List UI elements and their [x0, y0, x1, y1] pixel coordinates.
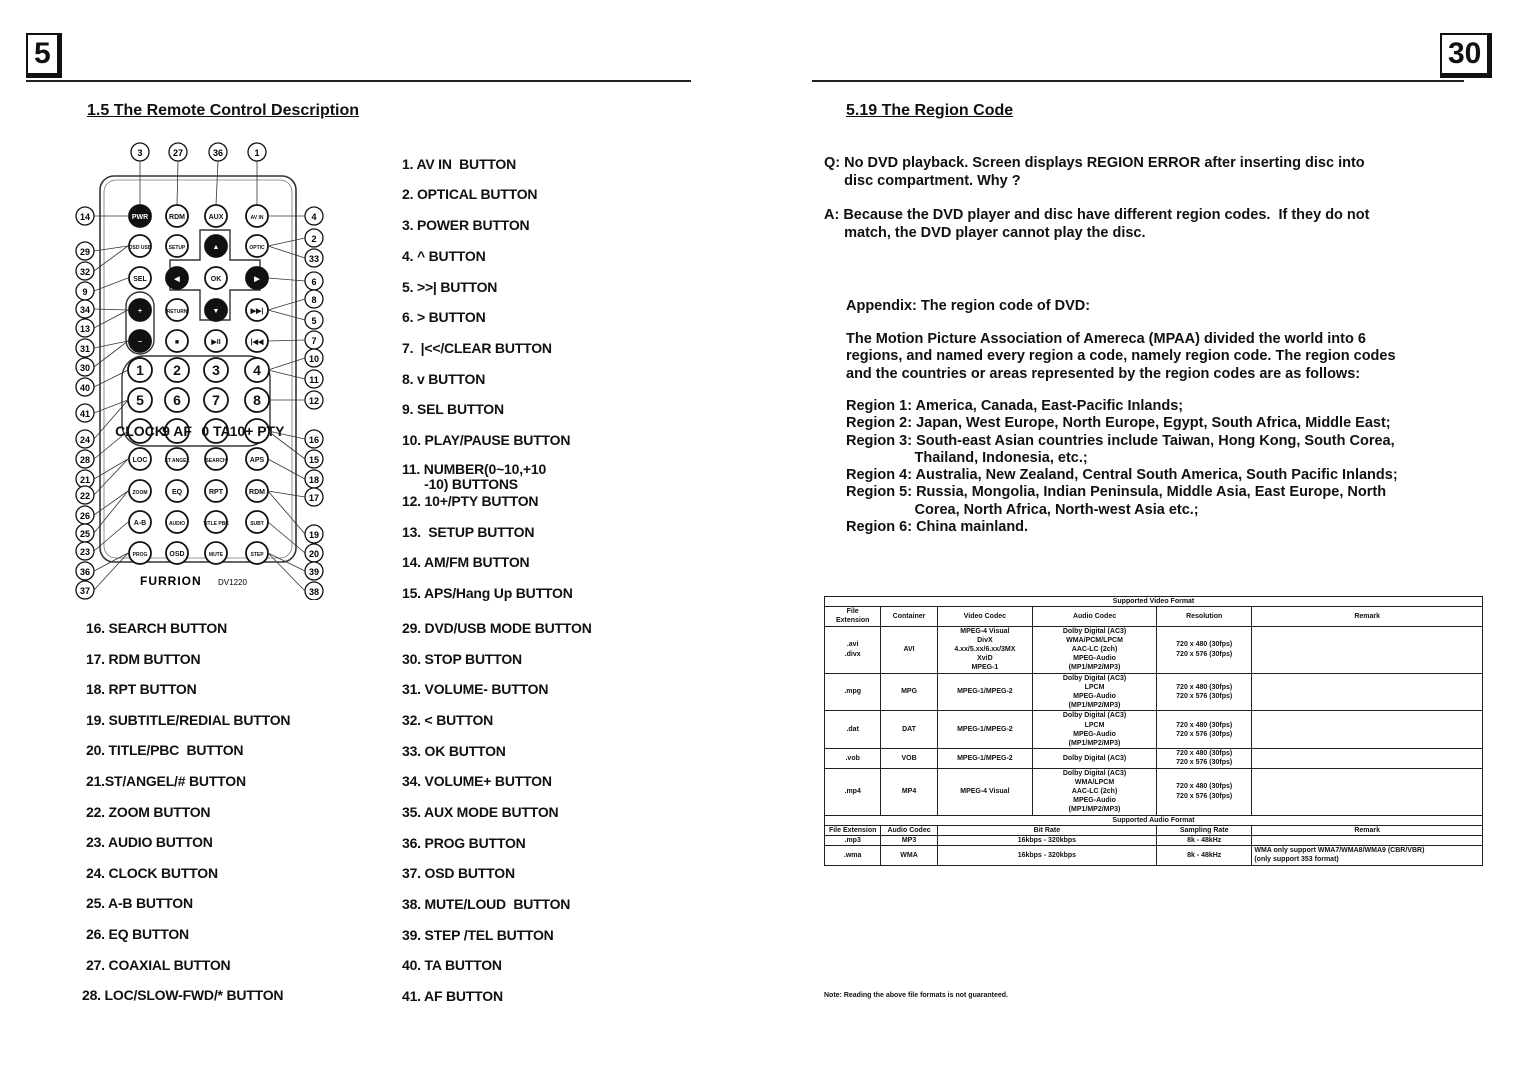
header-rule: [812, 80, 1464, 82]
table-cell: 16kbps - 320kbps: [1017, 851, 1077, 859]
callout-right: [305, 582, 323, 600]
remote-key: [129, 480, 151, 502]
table-header: [825, 607, 1483, 626]
callout-right: [305, 370, 323, 388]
callout-right: [305, 349, 323, 367]
svg-text:30: 30: [79, 363, 91, 373]
svg-text:■: ■: [174, 339, 180, 346]
svg-text:38: 38: [308, 587, 320, 597]
svg-text:6: 6: [311, 277, 317, 287]
remote-key: [129, 235, 152, 257]
callout-left: [76, 319, 94, 337]
svg-text:23: 23: [79, 547, 91, 557]
remote-key: [162, 419, 192, 443]
callout-top: [209, 143, 227, 161]
svg-text:▶II: ▶II: [211, 339, 221, 346]
table-cell: .mp4: [844, 788, 861, 796]
appendix-body: The Motion Picture Association of Amereca (MPAA) divided the world into 6 regions, and named every region a code, namely region code. The region codes and the countries or areas represented by the region codes are as follows:: [846, 331, 1396, 382]
svg-text:32: 32: [79, 267, 91, 277]
svg-text:▶▶|: ▶▶|: [250, 308, 264, 315]
callout-left: [76, 262, 94, 280]
table-cell: WMA only support WMA7/WMA8/WMA9 (CBR/VBR) (only support 353 format): [1254, 847, 1425, 864]
callout-left: [76, 562, 94, 580]
remote-key: [166, 267, 188, 289]
callout-right: [305, 391, 323, 409]
svg-text:19: 19: [308, 530, 320, 540]
svg-text:2: 2: [173, 362, 181, 378]
svg-text:11: 11: [309, 375, 319, 385]
button-description: 39. STEP /TEL BUTTON: [402, 927, 554, 943]
button-description: 33. OK BUTTON: [402, 743, 506, 759]
svg-text:CLOCK: CLOCK: [115, 423, 165, 439]
svg-text:5: 5: [136, 392, 144, 408]
svg-text:PROG: PROG: [132, 552, 148, 558]
remote-key: [165, 388, 189, 412]
svg-text:SEL: SEL: [133, 276, 147, 283]
callout-right: [305, 450, 323, 468]
callout-right: [305, 430, 323, 448]
svg-text:▼: ▼: [212, 308, 220, 315]
svg-text:10: 10: [308, 354, 320, 364]
table-title: Supported Audio Format: [825, 815, 1483, 825]
svg-text:37: 37: [79, 586, 91, 596]
table-cell: .mp3: [844, 837, 861, 845]
table-cell: .dat: [846, 726, 859, 734]
svg-text:24: 24: [79, 435, 91, 445]
svg-text:21: 21: [79, 475, 91, 485]
svg-text:|◀◀: |◀◀: [250, 339, 264, 346]
remote-key: [205, 235, 227, 257]
button-description: 10. PLAY/PAUSE BUTTON: [402, 432, 571, 448]
remote-key: [164, 448, 189, 470]
svg-text:9 AF: 9 AF: [162, 423, 192, 439]
table-cell: Container: [892, 612, 926, 620]
appendix-title: Appendix: The region code of DVD:: [846, 298, 1091, 314]
svg-text:18: 18: [308, 475, 320, 485]
table-cell: MPEG-4 Visual: [960, 788, 1010, 796]
button-description: 1. AV IN BUTTON: [402, 156, 516, 172]
svg-text:41: 41: [79, 409, 91, 419]
remote-key: [205, 267, 227, 289]
button-description: 25. A-B BUTTON: [86, 895, 193, 912]
remote-key: [246, 235, 268, 257]
callout-top: [131, 143, 149, 161]
audio-header: [825, 825, 1483, 835]
callout-left: [76, 486, 94, 504]
button-description: 13. SETUP BUTTON: [402, 524, 535, 540]
svg-text:39: 39: [308, 567, 320, 577]
remote-key: [166, 330, 188, 352]
svg-text:25: 25: [79, 529, 91, 539]
svg-text:29: 29: [79, 247, 91, 257]
svg-text:SEARCH: SEARCH: [205, 458, 227, 464]
button-description: 27. COAXIAL BUTTON: [86, 956, 231, 973]
table-cell: Remark: [1354, 612, 1381, 620]
svg-text:RDM: RDM: [249, 489, 265, 496]
table-cell: 720 x 480 (30fps) 720 x 576 (30fps): [1176, 683, 1233, 701]
button-description: 31. VOLUME- BUTTON: [402, 681, 549, 697]
table-cell: Dolby Digital (AC3) WMA/PCM/LPCM AAC-LC (2ch) MPEG-Audio (MP1/MP2/MP3): [1062, 627, 1127, 672]
button-description: 37. OSD BUTTON: [402, 865, 515, 881]
svg-text:TITLE PBC: TITLE PBC: [203, 521, 229, 527]
remote-key: [246, 448, 268, 470]
svg-text:10+ PTY: 10+ PTY: [229, 423, 285, 439]
callout-right: [305, 272, 323, 290]
table-cell: MPEG-1/MPEG-2: [957, 754, 1013, 762]
callout-top: [248, 143, 266, 161]
svg-text:▲: ▲: [212, 244, 220, 251]
svg-text:36: 36: [212, 148, 224, 158]
callout-left: [76, 282, 94, 300]
button-description: 23. AUDIO BUTTON: [86, 834, 213, 851]
remote-key: [115, 419, 165, 443]
callout-left: [76, 378, 94, 396]
table-cell: Dolby Digital (AC3): [1062, 754, 1127, 762]
video-row: [825, 749, 1483, 768]
svg-text:5: 5: [311, 316, 317, 326]
table-cell: 720 x 480 (30fps) 720 x 576 (30fps): [1176, 721, 1233, 738]
remote-key: [129, 511, 151, 533]
table-cell: .avi .divx: [844, 641, 861, 658]
table-cell: 8k - 48kHz: [1187, 837, 1222, 845]
table-cell: WMA: [900, 851, 918, 859]
callout-right: [305, 562, 323, 580]
button-description: 35. AUX MODE BUTTON: [402, 804, 559, 820]
callout-left: [76, 207, 94, 225]
audio-row: [825, 846, 1483, 865]
answer-text: A: Because the DVD player and disc have different region codes. If they do not match, the DVD player cannot play the disc.: [824, 207, 1370, 241]
table-cell: Dolby Digital (AC3) LPCM MPEG-Audio (MP1/MP2/MP3): [1062, 674, 1127, 710]
svg-text:22: 22: [79, 491, 91, 501]
svg-text:6: 6: [173, 392, 181, 408]
svg-text:1: 1: [254, 148, 260, 158]
svg-text:34: 34: [79, 305, 91, 315]
svg-text:OK: OK: [210, 276, 222, 283]
svg-text:28: 28: [79, 455, 91, 465]
callout-left: [76, 450, 94, 468]
table-cell: Sampling Rate: [1179, 826, 1229, 834]
remote-key: [246, 299, 268, 321]
table-cell: Dolby Digital (AC3) WMA/LPCM AAC-LC (2ch) MPEG-Audio (MP1/MP2/MP3): [1062, 769, 1127, 814]
table-title: Supported Video Format: [825, 597, 1483, 607]
svg-text:RDM: RDM: [169, 214, 185, 221]
svg-text:+: +: [137, 308, 143, 315]
button-description: 32. < BUTTON: [402, 712, 494, 728]
svg-text:40: 40: [79, 383, 91, 393]
table-cell: File Extension: [828, 826, 877, 834]
callout-right: [305, 229, 323, 247]
button-description: 7. |<</CLEAR BUTTON: [402, 340, 552, 356]
button-description: 3. POWER BUTTON: [402, 217, 530, 233]
callout-left: [76, 242, 94, 260]
table-cell: Video Codec: [963, 612, 1007, 620]
table-cell: 8k - 48kHz: [1187, 851, 1222, 859]
svg-text:RETURN: RETURN: [166, 309, 188, 315]
table-cell: 16kbps - 320kbps: [1017, 837, 1077, 845]
remote-key: [166, 205, 188, 227]
svg-text:26: 26: [79, 511, 91, 521]
svg-text:36: 36: [79, 567, 91, 577]
callout-left: [76, 506, 94, 524]
svg-text:1: 1: [136, 362, 144, 378]
callout-right: [305, 311, 323, 329]
button-description: 19. SUBTITLE/REDIAL BUTTON: [86, 711, 291, 728]
svg-text:PWR: PWR: [131, 214, 149, 221]
svg-text:0 TA: 0 TA: [201, 423, 231, 439]
table-cell: MPG: [901, 688, 918, 696]
button-description: 24. CLOCK BUTTON: [86, 864, 218, 881]
svg-text:APS: APS: [249, 457, 265, 464]
button-description: 20. TITLE/PBC BUTTON: [86, 742, 244, 759]
svg-text:14: 14: [79, 212, 91, 222]
table-cell: MPEG-1/MPEG-2: [957, 726, 1013, 734]
button-description: 2. OPTICAL BUTTON: [402, 186, 538, 202]
svg-text:33: 33: [308, 254, 320, 264]
svg-text:4: 4: [311, 212, 317, 222]
button-description: 41. AF BUTTON: [402, 988, 503, 1004]
video-row: [825, 673, 1483, 711]
button-description: 38. MUTE/LOUD BUTTON: [402, 896, 571, 912]
svg-text:AUX: AUX: [208, 214, 224, 221]
svg-text:3: 3: [137, 148, 143, 158]
page-number: 5: [26, 33, 62, 78]
svg-text:8: 8: [253, 392, 261, 408]
button-description: 14. AM/FM BUTTON: [402, 554, 530, 570]
svg-text:OSD: OSD: [169, 551, 185, 558]
svg-text:ST ANGEL: ST ANGEL: [164, 458, 190, 464]
button-description: 34. VOLUME+ BUTTON: [402, 773, 552, 789]
table-cell: Dolby Digital (AC3) LPCM MPEG-Audio (MP1/MP2/MP3): [1062, 712, 1127, 748]
svg-text:7: 7: [212, 392, 220, 408]
svg-text:7: 7: [311, 336, 317, 346]
button-description: 4. ^ BUTTON: [402, 248, 486, 264]
callout-left: [76, 339, 94, 357]
remote-key: [246, 330, 268, 352]
remote-key: [246, 511, 268, 533]
video-row: [825, 711, 1483, 749]
svg-text:17: 17: [308, 493, 320, 503]
table-cell: .mpg: [844, 688, 862, 696]
svg-text:A-B: A-B: [133, 520, 147, 527]
table-cell: MP3: [901, 837, 917, 845]
svg-text:13: 13: [79, 324, 91, 334]
remote-key: [166, 480, 188, 502]
svg-text:2: 2: [311, 234, 317, 244]
remote-key: [166, 511, 188, 533]
svg-text:RPT: RPT: [209, 489, 223, 496]
callout-right: [305, 207, 323, 225]
table-cell: Audio Codec: [887, 826, 931, 834]
button-description: 16. SEARCH BUTTON: [86, 620, 228, 636]
video-row: [825, 626, 1483, 673]
remote-key: [205, 330, 227, 352]
svg-text:9: 9: [82, 287, 88, 297]
region-list: Region 1: America, Canada, East-Pacific Inlands; Region 2: Japan, West Europe, North Europe, Egypt, South Africa, Middle East; Region 3: South-east Asian countries include Taiwan, Hong Kong, South Corea, Thailand, Indonesia, etc.; Region 4: Australia, New Zealand, Central South America, South Pacific Inlands; Region 5: Russia, Mongolia, Indian Peninsula, Middle Asia, East Europe, North Corea, North Africa, North-west Asia etc.; Region 6: China mainland.: [846, 398, 1398, 536]
button-description: 15. APS/Hang Up BUTTON: [402, 585, 573, 601]
svg-text:AUDIO: AUDIO: [168, 521, 186, 527]
question-text: Q: No DVD playback. Screen displays REGION ERROR after inserting disc into disc compartment. Why ?: [824, 155, 1365, 189]
header-rule: [26, 80, 691, 82]
table-cell: 720 x 480 (30fps) 720 x 576 (30fps): [1176, 641, 1233, 658]
button-description: 18. RPT BUTTON: [86, 681, 197, 698]
right-page: [768, 0, 1536, 1086]
remote-model: DV1220: [218, 578, 247, 587]
callout-right: [305, 290, 323, 308]
svg-text:16: 16: [308, 435, 320, 445]
callout-right: [305, 331, 323, 349]
remote-brand: FURRION: [140, 574, 202, 588]
svg-text:ZOOM: ZOOM: [132, 490, 148, 496]
button-description: 30. STOP BUTTON: [402, 651, 522, 667]
remote-key: [205, 299, 227, 321]
remote-key: [203, 511, 229, 533]
table-cell: .vob: [845, 754, 860, 762]
remote-key: [205, 205, 227, 227]
svg-text:OPTIC: OPTIC: [249, 245, 265, 251]
remote-callouts: [76, 143, 323, 600]
svg-text:12: 12: [308, 396, 320, 406]
table-cell: MP4: [901, 788, 917, 796]
table-cell: AVI: [903, 646, 915, 654]
table-cell: .wma: [843, 851, 862, 859]
callout-right: [305, 470, 323, 488]
button-description: 40. TA BUTTON: [402, 957, 502, 973]
callout-right: [305, 249, 323, 267]
callout-left: [76, 404, 94, 422]
table-cell: DAT: [902, 726, 916, 734]
section-heading: 1.5 The Remote Control Description: [87, 102, 360, 119]
remote-key: [129, 267, 151, 289]
button-description: 5. >>| BUTTON: [402, 279, 498, 295]
table-cell: VOB: [901, 754, 917, 762]
section-heading: 5.19 The Region Code: [846, 102, 1014, 119]
svg-text:4: 4: [253, 362, 261, 378]
button-description: 22. ZOOM BUTTON: [86, 803, 211, 820]
remote-key: [129, 205, 151, 227]
callout-left: [76, 358, 94, 376]
button-description: 8. v BUTTON: [402, 371, 486, 387]
remote-key: [246, 542, 268, 564]
button-description: 6. > BUTTON: [402, 309, 486, 325]
button-description: 9. SEL BUTTON: [402, 401, 504, 417]
svg-text:27: 27: [172, 148, 184, 158]
svg-text:20: 20: [308, 549, 320, 559]
remote-key: [246, 480, 268, 502]
svg-text:EQ: EQ: [171, 489, 183, 496]
remote-key: [205, 480, 227, 502]
table-cell: File Extension: [835, 608, 870, 625]
callout-left: [76, 542, 94, 560]
remote-key: [129, 330, 151, 352]
supported-format-table: [824, 596, 1483, 866]
svg-text:−: −: [137, 339, 143, 346]
callout-right: [305, 525, 323, 543]
button-description: 21.ST/ANGEL/# BUTTON: [86, 773, 246, 789]
svg-text:8: 8: [311, 295, 317, 305]
svg-text:STEP: STEP: [250, 552, 264, 558]
svg-text:LOC: LOC: [132, 457, 148, 464]
svg-text:15: 15: [308, 455, 320, 465]
remote-key: [230, 419, 286, 443]
audio-row: [825, 836, 1483, 846]
callout-right: [305, 544, 323, 562]
remote-control-diagram: [70, 138, 330, 600]
svg-text:31: 31: [79, 344, 91, 354]
svg-text:AV IN: AV IN: [250, 215, 264, 221]
remote-key: [165, 358, 189, 382]
table-cell: Resolution: [1186, 612, 1223, 620]
button-description: 29. DVD/USB MODE BUTTON: [402, 620, 592, 636]
svg-text:SETUP: SETUP: [168, 245, 186, 251]
remote-key: [128, 358, 152, 382]
button-description: 28. LOC/SLOW-FWD/* BUTTON: [82, 987, 284, 1004]
callout-left: [76, 430, 94, 448]
button-description: 26. EQ BUTTON: [86, 926, 189, 942]
remote-key: [246, 205, 268, 227]
svg-text:3: 3: [212, 362, 220, 378]
svg-text:MUTE: MUTE: [208, 552, 224, 558]
callout-right: [305, 488, 323, 506]
table-cell: Remark: [1354, 826, 1381, 834]
table-cell: 720 x 480 (30fps) 720 x 576 (30fps): [1176, 750, 1233, 767]
remote-key: [205, 542, 227, 564]
table-cell: MPEG-1/MPEG-2: [957, 688, 1013, 696]
callout-left: [76, 300, 94, 318]
callout-top: [169, 143, 187, 161]
svg-text:OSD USB: OSD USB: [128, 245, 152, 251]
button-description: 17. RDM BUTTON: [86, 650, 201, 667]
remote-key: [129, 448, 151, 470]
button-description: 36. PROG BUTTON: [402, 835, 526, 851]
svg-text:▶: ▶: [254, 276, 260, 283]
table-cell: MPEG-4 Visual DivX 4.xx/5.xx/6.xx/3MX XviD MPEG-1: [954, 627, 1016, 672]
remote-key: [129, 542, 151, 564]
callout-left: [76, 524, 94, 542]
page-number: 30: [1440, 33, 1492, 78]
table-cell: Audio Codec: [1072, 612, 1117, 620]
callout-left: [76, 581, 94, 599]
remote-key: [201, 419, 230, 443]
remote-key: [129, 299, 151, 321]
table-cell: Bit Rate: [1033, 826, 1061, 834]
button-description: 11. NUMBER(0~10,+10 -10) BUTTONS: [402, 461, 547, 492]
svg-text:SUBT: SUBT: [250, 521, 264, 527]
remote-key: [128, 388, 152, 412]
footnote: Note: Reading the above file formats is not guaranteed.: [824, 992, 1008, 999]
remote-key: [204, 388, 228, 412]
callout-left: [76, 470, 94, 488]
video-row: [825, 768, 1483, 815]
remote-key: [245, 358, 269, 382]
svg-text:◀: ◀: [174, 276, 180, 283]
remote-key: [204, 358, 228, 382]
button-description: 12. 10+/PTY BUTTON: [402, 493, 539, 509]
remote-key: [166, 235, 188, 257]
remote-key: [166, 299, 188, 321]
remote-key: [205, 448, 227, 470]
remote-key: [245, 388, 269, 412]
remote-key: [246, 267, 268, 289]
table-cell: 720 x 480 (30fps) 720 x 576 (30fps): [1176, 783, 1233, 800]
remote-key: [166, 542, 188, 564]
